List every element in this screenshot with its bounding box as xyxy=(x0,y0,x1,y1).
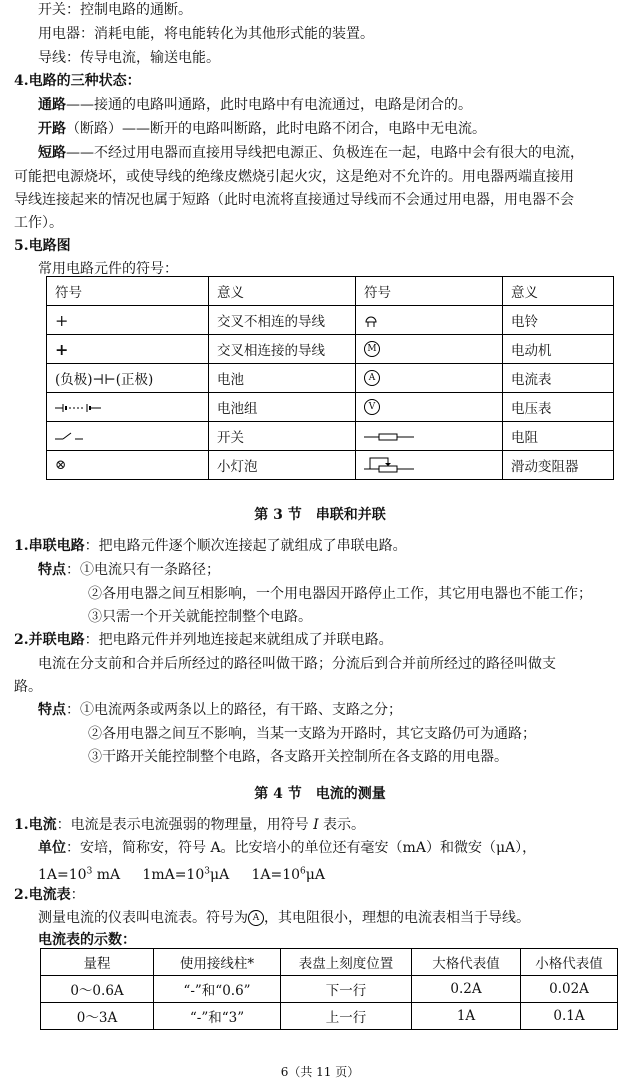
row-meaning: 滑动变阻器 xyxy=(503,451,614,480)
connected-wire-icon: + xyxy=(55,339,69,359)
row-meaning: 电动机 xyxy=(503,335,614,364)
cell: 0～3A xyxy=(41,1003,154,1030)
series-feature-1 xyxy=(38,560,626,580)
current-text-a: ：电流是表示电流强弱的物理量，用符号 xyxy=(56,817,314,833)
switch-icon xyxy=(55,431,85,443)
parallel-feature-2: ②各用电器之间互不影响，当某一支路为开路时，其它支路仍可为通路； xyxy=(88,726,536,742)
symbol-table xyxy=(46,276,614,480)
motor-icon: M xyxy=(364,341,380,357)
cell-battery-icon: (负极)⊣⊢(正极) xyxy=(47,364,209,393)
switch-definition: 开关：控制电路的通断。 xyxy=(38,2,192,18)
open-text: （断路）——断开的电路叫断路，此时电路不闭合，电路中无电流。 xyxy=(66,121,486,137)
closed-term: 通路 xyxy=(38,97,66,113)
table-row xyxy=(47,451,614,480)
ammeter-symbol-icon: A xyxy=(248,910,264,926)
ammeter-heading: 2.电流表 xyxy=(14,887,71,903)
row-meaning: 电铃 xyxy=(503,306,614,335)
conversion-3: $1A=10^6\mu A$ xyxy=(251,866,325,883)
short-line-3: 导线连接起来的情况也属于短路（此时电流将直接通过导线而不会通过用电器，用电器不会 xyxy=(14,192,574,208)
states-heading: 4.电路的三种状态： xyxy=(14,73,141,89)
section-4-title: 第 4 节 电流的测量 xyxy=(254,786,386,802)
series-definition xyxy=(14,536,626,556)
row-meaning: 开关 xyxy=(209,422,356,451)
cell: 0.1A xyxy=(521,1003,618,1030)
feature-label: 特点 xyxy=(38,702,66,718)
feature-text: ：①电流只有一条路径； xyxy=(66,562,220,578)
header-meaning-1: 意义 xyxy=(209,277,356,306)
short-line-2: 可能把电源烧坏，或使导线的绝缘皮燃烧引起火灾，这是绝对不允许的。用电器两端直接用 xyxy=(14,169,574,185)
crossing-wire-icon: + xyxy=(47,306,209,335)
header-terminals: 使用接线柱* xyxy=(154,949,281,976)
current-definition xyxy=(14,815,626,835)
closed-circuit-line xyxy=(38,95,626,115)
conversion-1: $1A=10^3$ mA xyxy=(38,866,121,883)
cell: “-”和“0.6” xyxy=(154,976,281,1003)
table-row xyxy=(47,422,614,451)
cell: 1A xyxy=(412,1003,521,1030)
short-line-4: 工作）。 xyxy=(14,215,63,231)
feature-text: ：①电流两条或两条以上的路径，有干路、支路之分； xyxy=(66,702,402,718)
row-meaning: 交叉相连接的导线 xyxy=(209,335,356,364)
cell: “-”和“3” xyxy=(154,1003,281,1030)
closed-text: ——接通的电路叫通路，此时电路中有电流通过，电路是闭合的。 xyxy=(66,97,472,113)
row-meaning: 电流表 xyxy=(503,364,614,393)
ammeter-text-b: ，其电阻很小，理想的电流表相当于导线。 xyxy=(264,910,530,926)
row-meaning: 电压表 xyxy=(503,393,614,422)
header-major-division: 大格代表值 xyxy=(412,949,521,976)
header-scale-position: 表盘上刻度位置 xyxy=(281,949,412,976)
bell-icon xyxy=(364,312,378,328)
parallel-term: 2.并联电路 xyxy=(14,632,85,648)
ammeter-icon: A xyxy=(364,370,380,386)
voltmeter-icon: V xyxy=(364,399,380,415)
branch-line-1: 电流在分支前和合并后所经过的路径叫做干路；分流后到合并前所经过的路径叫做支 xyxy=(38,656,556,672)
row-meaning: 电阻 xyxy=(503,422,614,451)
wire-definition: 导线：传导电流，输送电能。 xyxy=(38,50,220,66)
current-text-b: 表示。 xyxy=(318,817,366,833)
conversion-2: $1mA=10^3\mu A$ xyxy=(142,866,230,883)
row-meaning: 电池组 xyxy=(209,393,356,422)
unit-label: 单位 xyxy=(38,840,66,856)
open-term: 开路 xyxy=(38,121,66,137)
page-footer: 6（共 11 页） xyxy=(280,1065,360,1079)
unit-conversions xyxy=(38,861,626,885)
open-circuit-line xyxy=(38,119,626,139)
table-row xyxy=(41,976,618,1003)
cell: 0.02A xyxy=(521,976,618,1003)
unit-text: ：安培，简称安，符号 A。比安培小的单位还有毫安（mA）和微安（μA）， xyxy=(66,840,537,856)
battery-pack-icon xyxy=(55,402,101,414)
ammeter-description xyxy=(38,908,626,928)
table-row xyxy=(47,335,614,364)
header-meaning-2: 意义 xyxy=(503,277,614,306)
rheostat-icon xyxy=(364,455,414,475)
unit-line xyxy=(38,838,626,858)
ammeter-reading-table xyxy=(40,948,618,1030)
parallel-feature-1 xyxy=(38,700,626,720)
table-header-row xyxy=(47,277,614,306)
parallel-feature-3: ③干路开关能控制整个电路，各支路开关控制所在各支路的用电器。 xyxy=(88,749,508,765)
series-text: ：把电路元件逐个顺次连接起了就组成了串联电路。 xyxy=(84,538,407,554)
header-symbol-1: 符号 xyxy=(47,277,209,306)
table-row xyxy=(41,1003,618,1030)
table-row xyxy=(47,364,614,393)
parallel-text: ：把电路元件并列地连接起来就组成了并联电路。 xyxy=(84,632,393,648)
feature-label: 特点 xyxy=(38,562,66,578)
table-row xyxy=(47,306,614,335)
cell: 0.2A xyxy=(412,976,521,1003)
short-term: 短路 xyxy=(38,145,66,161)
lamp-icon: ⊗ xyxy=(47,451,209,480)
table-header-row xyxy=(41,949,618,976)
short-text: ——不经过用电器而直接用导线把电源正、负极连在一起，电路中会有很大的电流， xyxy=(66,145,584,161)
section-3-title: 第 3 节 串联和并联 xyxy=(254,507,386,523)
reading-heading: 电流表的示数： xyxy=(38,932,136,948)
row-meaning: 小灯泡 xyxy=(209,451,356,480)
series-feature-3: ③只需一个开关就能控制整个电路。 xyxy=(88,609,312,625)
cell: 上一行 xyxy=(281,1003,412,1030)
diagram-intro: 常用电路元件的符号： xyxy=(38,261,178,277)
current-symbol: I xyxy=(313,817,319,833)
header-symbol-2: 符号 xyxy=(356,277,503,306)
appliance-definition: 用电器：消耗电能，将电能转化为其他形式能的装置。 xyxy=(38,26,374,42)
header-range: 量程 xyxy=(41,949,154,976)
header-minor-division: 小格代表值 xyxy=(521,949,618,976)
series-term: 1.串联电路 xyxy=(14,538,85,554)
current-term: 1.电流 xyxy=(14,817,57,833)
diagram-heading: 5.电路图 xyxy=(14,238,71,254)
cell: 下一行 xyxy=(281,976,412,1003)
resistor-icon xyxy=(364,431,414,443)
short-circuit-line xyxy=(38,143,626,163)
row-meaning: 交叉不相连的导线 xyxy=(209,306,356,335)
ammeter-heading-line: 2.电流表： xyxy=(14,887,85,903)
ammeter-text-a: 测量电流的仪表叫电流表。符号为 xyxy=(38,910,248,926)
series-feature-2: ②各用电器之间互相影响，一个用电器因开路停止工作，其它用电器也不能工作； xyxy=(88,586,592,602)
cell: 0～0.6A xyxy=(41,976,154,1003)
table-row xyxy=(47,393,614,422)
parallel-definition xyxy=(14,630,626,650)
branch-line-2: 路。 xyxy=(14,679,42,695)
row-meaning: 电池 xyxy=(209,364,356,393)
